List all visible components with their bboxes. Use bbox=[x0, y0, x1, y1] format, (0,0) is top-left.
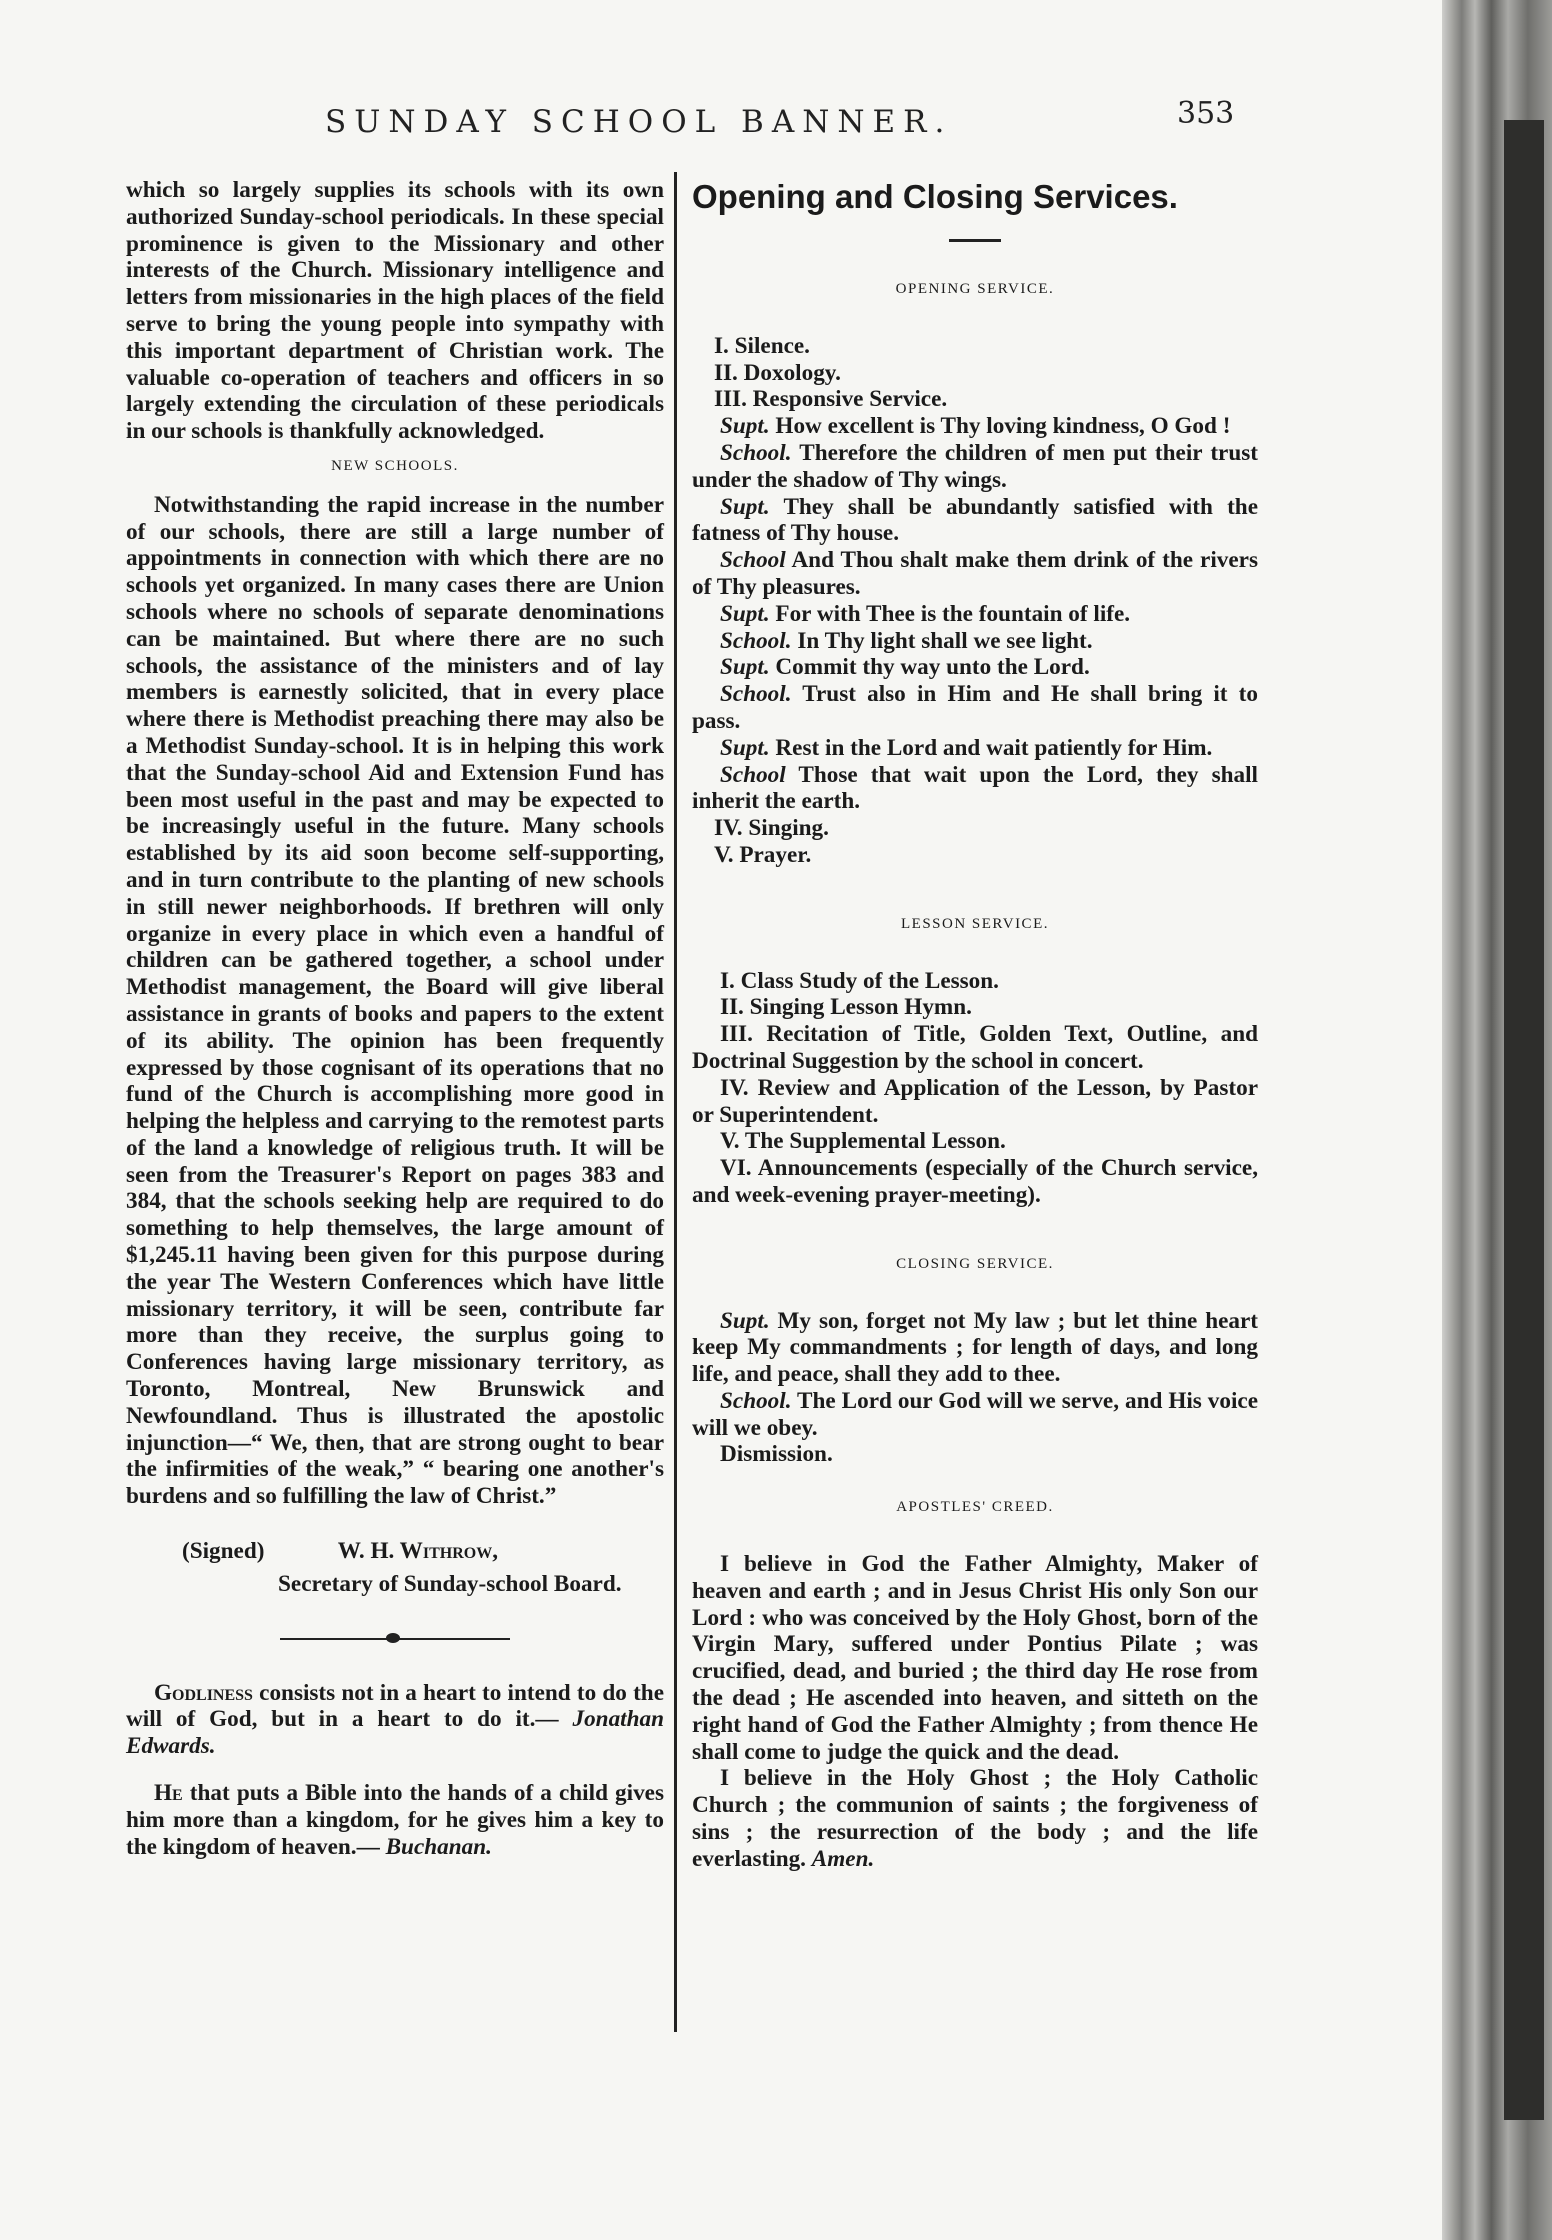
response-text: Those that wait upon the Lord, they shall inherit the earth. bbox=[692, 761, 1258, 815]
response-text: How excellent is Thy loving kindness, O God ! bbox=[769, 413, 1231, 440]
lesson-item: III. Recitation of Title, Golden Text, Outline, and Doctrinal Suggestion by the school in concert. bbox=[692, 1021, 1258, 1074]
heading-rule bbox=[949, 239, 1001, 242]
creed-paragraph-text: I believe in the Holy Ghost ; the Holy Catholic Church ; the communion of saints ; the forgiveness of sins ; the resurrection of the body ; and the life everlasting. bbox=[692, 1765, 1258, 1872]
opening-item: I. Silence. bbox=[714, 332, 810, 359]
left-column bbox=[126, 177, 664, 1860]
lesson-item: VI. Announcements (especially of the Church service, and week-evening prayer-meeting). bbox=[692, 1155, 1258, 1208]
spacer bbox=[692, 869, 1258, 903]
responsive-line bbox=[692, 494, 1258, 548]
new-schools-paragraph: Notwithstanding the rapid increase in the number of our schools, there are still a large number of appointments in connection with which there are no schools yet organized. In many cases there are Union schools where no schools of separate denominations can be maintained. But where there are no such schools, the assistance of the ministers and of lay members is earnestly solicited, that in every place where there is Methodist preaching there may also be a Methodist Sunday-school. It is in helping this work that the Sunday-school Aid and Extension Fund has been most useful in the past and may be expected to be increasingly useful in the future. Many schools established by its aid soon become self-supporting, and in turn contribute to the planting of new schools in still newer neighborhoods. If brethren will only organize in every place in which even a handful of children can be gathered together, a school under Methodist management, the Board will give liberal assistance in grants of books and papers to the extent of its ability. The opinion has been frequently expressed by those cognisant of its operations that no fund of the Church is accomplishing more good in helping the helpless and carrying to the remotest parts of the land a knowledge of religious truth. It will be seen from the Treasurer's Report on pages 383 and 384, that the schools seeking help are required to do something to help themselves, the large amount of $1,245.11 having been given for this purpose during the year The Western Conferences which have little missionary territory, it will be seen, contribute far more than they receive, the surplus going to Conferences having large missionary territory, as Toronto, Montreal, New Brunswick and Newfoundland. Thus is illustrated the apostolic injunction—“ We, then, that are strong ought to bear the infirmities of the weak,” “ bearing one another's burdens and so fulfilling the law of Christ.” bbox=[126, 491, 665, 1510]
spacer bbox=[692, 315, 1258, 333]
opening-service-heading: OPENING SERVICE. bbox=[895, 281, 1055, 297]
lesson-item: V. The Supplemental Lesson. bbox=[720, 1128, 1006, 1155]
spacer bbox=[692, 1533, 1258, 1551]
response-text: They shall be abundantly satisfied with the fatness of Thy house. bbox=[692, 493, 1258, 547]
lesson-item: IV. Review and Application of the Lesson, by Pastor or Superintendent. bbox=[692, 1074, 1258, 1128]
responsive-line bbox=[692, 628, 1258, 655]
speaker-label: Supt. bbox=[720, 493, 770, 520]
response-text: My son, forget not My law ; but let thine heart keep My commandments ; for length of days, and long life, and peace, shall they add to thee. bbox=[692, 1307, 1258, 1388]
response-text: Trust also in Him and He shall bring it to pass. bbox=[692, 681, 1258, 734]
speaker-label: School. bbox=[720, 1387, 792, 1414]
ornamental-rule bbox=[280, 1632, 510, 1646]
responsive-line bbox=[692, 735, 1258, 762]
quote2-author: Buchanan. bbox=[385, 1833, 492, 1860]
services-heading: Opening and Closing Services. bbox=[692, 178, 1178, 215]
signer-name: W. H. Withrow, bbox=[337, 1538, 498, 1565]
opening-item: IV. Singing. bbox=[714, 815, 829, 842]
response-text: And Thou shalt make them drink of the rivers of Thy pleasures. bbox=[692, 547, 1258, 600]
quote2-lead: He bbox=[154, 1780, 183, 1807]
signature-line bbox=[126, 1538, 664, 1565]
speaker-label: School bbox=[720, 547, 786, 574]
spacer bbox=[692, 1209, 1258, 1243]
speaker-label: Supt. bbox=[720, 654, 770, 681]
page-number: 353 bbox=[1177, 96, 1235, 131]
right-column bbox=[692, 177, 1258, 1873]
opening-item: III. Responsive Service. bbox=[714, 386, 948, 413]
apostles-creed-heading: APOSTLES' CREED. bbox=[896, 1499, 1054, 1516]
speaker-label: Supt. bbox=[720, 413, 770, 440]
responsive-line bbox=[692, 547, 1258, 601]
lesson-item: II. Singing Lesson Hymn. bbox=[720, 994, 972, 1021]
closing-service-heading: CLOSING SERVICE. bbox=[896, 1255, 1054, 1272]
response-text: The Lord our God will we serve, and His voice will we obey. bbox=[692, 1387, 1258, 1441]
lesson-item: I. Class Study of the Lesson. bbox=[720, 967, 999, 994]
dismission: Dismission. bbox=[720, 1441, 833, 1468]
opening-item: II. Doxology. bbox=[714, 359, 841, 386]
speaker-label: School. bbox=[720, 439, 792, 466]
spacer bbox=[692, 1290, 1258, 1308]
response-text: For with Thee is the fountain of life. bbox=[769, 600, 1131, 627]
signed-label: (Signed) bbox=[182, 1538, 265, 1565]
speaker-label: Supt. bbox=[720, 1307, 770, 1334]
speaker-label: Supt. bbox=[720, 600, 770, 627]
response-text: Rest in the Lord and wait patiently for Him. bbox=[769, 734, 1213, 761]
quote1-lead: Godliness bbox=[154, 1679, 253, 1706]
journal-title: SUNDAY SCHOOL BANNER. bbox=[325, 104, 953, 140]
closing-line bbox=[692, 1388, 1258, 1442]
response-text: In Thy light shall we see light. bbox=[791, 627, 1093, 654]
speaker-label: School. bbox=[720, 627, 792, 654]
signer-title: Secretary of Sunday-school Board. bbox=[278, 1570, 622, 1597]
binding-shadow bbox=[1504, 120, 1544, 2120]
quote1-text: consists not in a heart to intend to do the will of God, but in a heart to do it.— bbox=[126, 1679, 664, 1733]
opening-item: V. Prayer. bbox=[714, 841, 812, 868]
creed-amen: Amen. bbox=[811, 1845, 875, 1872]
responsive-line bbox=[692, 762, 1258, 816]
quote-godliness bbox=[126, 1680, 664, 1760]
speaker-label: Supt. bbox=[720, 734, 770, 761]
lesson-service-heading: LESSON SERVICE. bbox=[901, 915, 1049, 932]
response-text: Commit thy way unto the Lord. bbox=[769, 654, 1090, 681]
responsive-line bbox=[692, 440, 1258, 494]
closing-line bbox=[692, 1308, 1258, 1388]
spacer bbox=[692, 1468, 1258, 1486]
spacer bbox=[692, 950, 1258, 968]
speaker-label: School bbox=[720, 761, 786, 788]
quote1-author: Jonathan Edwards. bbox=[126, 1706, 664, 1760]
speaker-label: School. bbox=[720, 681, 792, 708]
creed-paragraph: I believe in God the Father Almighty, Maker of heaven and earth ; and in Jesus Christ His only Son our Lord : who was conceived by the Holy Ghost, born of the Virgin Mary, suffered under Pontius Pilate ; was crucified, dead, and buried ; the third day He rose from the dead ; He ascended into heaven, and sitteth on the right hand of God the Father Almighty ; from thence He shall come to judge the quick and the dead. bbox=[692, 1551, 1258, 1765]
creed-paragraph-end bbox=[692, 1765, 1258, 1872]
new-schools-heading: NEW SCHOOLS. bbox=[331, 457, 459, 474]
quote-bible bbox=[126, 1780, 664, 1860]
responsive-line bbox=[692, 654, 1258, 681]
quote2-text: that puts a Bible into the hands of a child gives him more than a kingdom, for he gives him a key to the kingdom of heaven.— bbox=[126, 1780, 664, 1860]
column-divider bbox=[674, 172, 677, 2032]
page-edge-shadow bbox=[1442, 0, 1552, 2240]
ornament-center bbox=[386, 1633, 400, 1643]
responsive-line bbox=[692, 413, 1258, 440]
running-header bbox=[120, 92, 1235, 142]
continued-paragraph: which so largely supplies its schools with its own authorized Sunday-school periodicals. In these special prominence is given to the Missionary and other interests of the Church. Missionary intelligence and letters from missionaries in the high places of the field serve to bring the young people into sympathy with this important department of Christian work. The valuable co-operation of teachers and officers in so largely extending the circulation of these periodicals in our schools is thankfully acknowledged. bbox=[126, 177, 664, 445]
responsive-line bbox=[692, 601, 1258, 628]
responsive-line bbox=[692, 681, 1258, 735]
response-text: Therefore the children of men put their trust under the shadow of Thy wings. bbox=[692, 439, 1258, 493]
